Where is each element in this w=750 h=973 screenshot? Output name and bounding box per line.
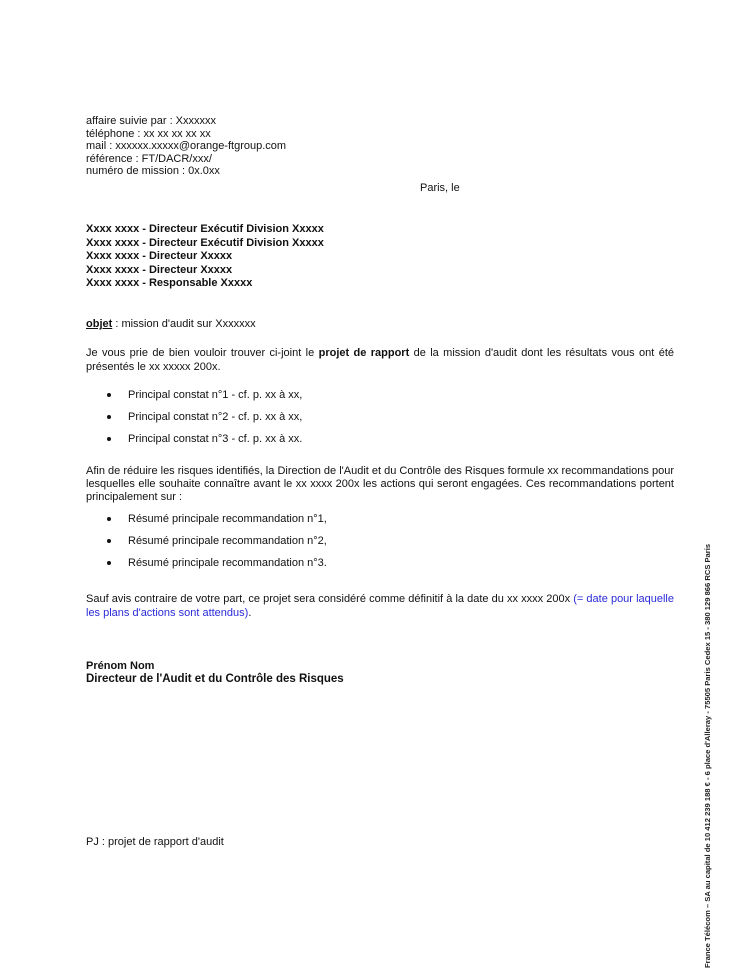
subject-text: : mission d'audit sur Xxxxxxx <box>112 318 256 330</box>
recipients <box>86 223 324 291</box>
closing-note: (= date pour laquelle les plans d'actions sont attendus) <box>86 593 674 619</box>
mission-number-line: numéro de mission : 0x.0xx <box>86 165 220 177</box>
subject-line <box>86 318 256 330</box>
legal-sidebar: France Télécom – SA au capital de 10 412 239 188 € - 6 place d'Alleray - 75505 Paris Cedex 15 - 380 129 866 RCS Paris <box>703 543 712 968</box>
place-date: Paris, le <box>420 182 460 194</box>
signature-name: Prénom Nom <box>86 660 155 672</box>
recipient: Xxxx xxxx - Responsable Xxxxx <box>86 277 253 289</box>
list-item: Résumé principale recommandation n°1, <box>86 512 327 534</box>
signature <box>86 660 344 686</box>
subject-label: objet <box>86 318 113 330</box>
list-item: Résumé principale recommandation n°2, <box>86 534 327 556</box>
attachment-note: PJ : projet de rapport d'audit <box>86 836 224 848</box>
recommendations-list <box>86 512 327 578</box>
intro-bold: projet de rapport <box>318 347 410 359</box>
signature-title: Directeur de l'Audit et du Contrôle des Risques <box>86 673 344 685</box>
mail-line: mail : xxxxxx.xxxxx@orange-ftgroup.com <box>86 140 287 152</box>
closing-paragraph <box>86 592 674 620</box>
phone-line: téléphone : xx xx xx xx xx <box>86 127 211 140</box>
closing-text: Sauf avis contraire de votre part, ce projet sera considéré comme définitif à la date du xx xxxx 200x <box>86 593 574 605</box>
recipient: Xxxx xxxx - Directeur Exécutif Division Xxxxx <box>86 236 324 249</box>
intro-text: Je vous prie de bien vouloir trouver ci-joint le <box>86 347 319 359</box>
recipient: Xxxx xxxx - Directeur Xxxxx <box>86 250 233 262</box>
list-item: Principal constat n°3 - cf. p. xx à xx. <box>86 432 302 454</box>
findings-list <box>86 388 302 454</box>
intro-text-end: de la mission d'audit dont les résultats vous ont été présentés le xx xxxxx 200x. <box>86 347 675 373</box>
intro-paragraph <box>86 346 674 374</box>
list-item: Principal constat n°2 - cf. p. xx à xx, <box>86 410 302 432</box>
recipient: Xxxx xxxx - Directeur Xxxxx <box>86 263 233 276</box>
list-item: Principal constat n°1 - cf. p. xx à xx, <box>86 388 302 410</box>
follow-up-line: affaire suivie par : Xxxxxxx <box>86 115 217 127</box>
recommendations-paragraph: Afin de réduire les risques identifiés, la Direction de l'Audit et du Contrôle des Risques formule xx recommandations pour lesquelles elle souhaite connaître avant le xx xxxx 200x les actions qui seront engagées. Ces recommandations portent principalement sur : <box>86 465 674 503</box>
reference-line: référence : FT/DACR/xxx/ <box>86 152 212 165</box>
sender-info <box>86 115 286 178</box>
list-item: Résumé principale recommandation n°3. <box>86 556 327 578</box>
recipient: Xxxx xxxx - Directeur Exécutif Division Xxxxx <box>86 223 324 235</box>
closing-end: . <box>248 607 252 619</box>
